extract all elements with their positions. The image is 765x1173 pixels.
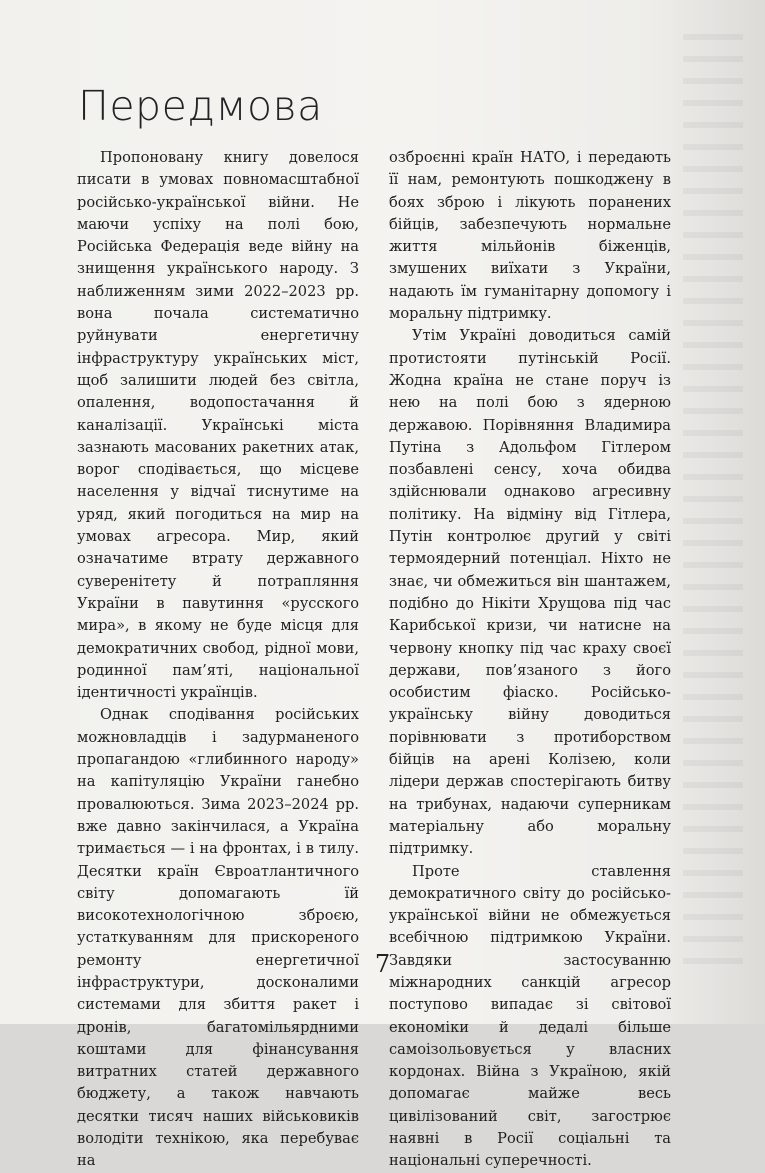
right-column: [389, 147, 671, 1173]
paragraph: Однак сподівання російських можновладців і задурманеного пропагандою «глибинного народу» на капітуляцію України ганебно провалюються. Зима 2023–2024 рр. вже давно закінчилася, а Україна тримається — і на фронтах, і в тилу. Десятки країн Євроатлантичного світу допомагають їй високотехнологічною зброєю, устаткуванням для прискореного ремонту енергетичної інфраструктури, досконалими системами для збиття ракет і дронів, багатомільярдними коштами для фінансування витратних статей державного бюджету, а також навчають десятки тисяч наших військовиків володіти технікою, яка перебуває на: [77, 706, 359, 1170]
page-number: 7: [374, 950, 391, 978]
show-through-text: [683, 34, 743, 964]
paragraph: Пропоновану книгу довелося писати в умовах повномасштабної російсько-української війни. Не маючи успіху на полі бою, Російська Федерація веде війну на знищення українського народу. З наближенням зими 2022–2023 рр. вона почала систематично руйнувати енергетичну інфраструктуру українських міст, щоб залишити людей без світла, опалення, водопостачання й каналізації. Українські міста зазнають масованих ракетних атак, ворог сподівається, що місцеве населення у відчаї тиснутиме на уряд, який погодиться на мир на умовах агресора. Мир, який означатиме втрату державного суверенітету й потрапляння України в павутиння «русского мира», в якому не буде місця для демократичних свобод, рідної мови, родинної пам’яті, національної ідентичності українців.: [77, 149, 359, 702]
paragraph-continuation: озброєнні країн НАТО, і передають її нам, ремонтують пошкоджену в боях зброю і лікують поранених бійців, забезпечують нормальне життя мільйонів біженців, змушених виїхати з України, надають їм гуманітарну допомогу і моральну підтримку.: [389, 149, 671, 323]
paragraph: Проте ставлення демократичного світу до російсько-української війни не обмежується всебічною підтримкою України. Завдяки застосуванню міжнародних санкцій агресор поступово випадає зі світової економіки й дедалі більше самоізольовується у власних кордонах. Війна з Україною, якій допомагає майже весь цивілізований світ, загострює наявні в Росії соціальні та національні суперечності.: [389, 862, 671, 1170]
left-column: [77, 147, 359, 1173]
chapter-title: Передмова: [78, 82, 323, 130]
paragraph: Утім Україні доводиться самій протистояти путінській Росії. Жодна країна не стане поруч із нею на полі бою з ядерною державою. Порівняння Владимира Путіна з Адольфом Гітлером позбавлені сенсу, хоча обидва здійснювали однаково агресивну політику. На відміну від Гітлера, Путін контролює другий у світі термоядерний потенціал. Ніхто не знає, чи обмежиться він шантажем, подібно до Нікіти Хрущова під час Карибської кризи, чи натисне на червону кнопку під час краху своєї держави, пов’язаного з його особистим фіаско. Російсько-українську війну доводиться порівнювати з протиборством бійців на арені Колізею, коли лідери держав спостерігають битву на трибунах, надаючи суперникам матеріальну або моральну підтримку.: [389, 327, 671, 858]
